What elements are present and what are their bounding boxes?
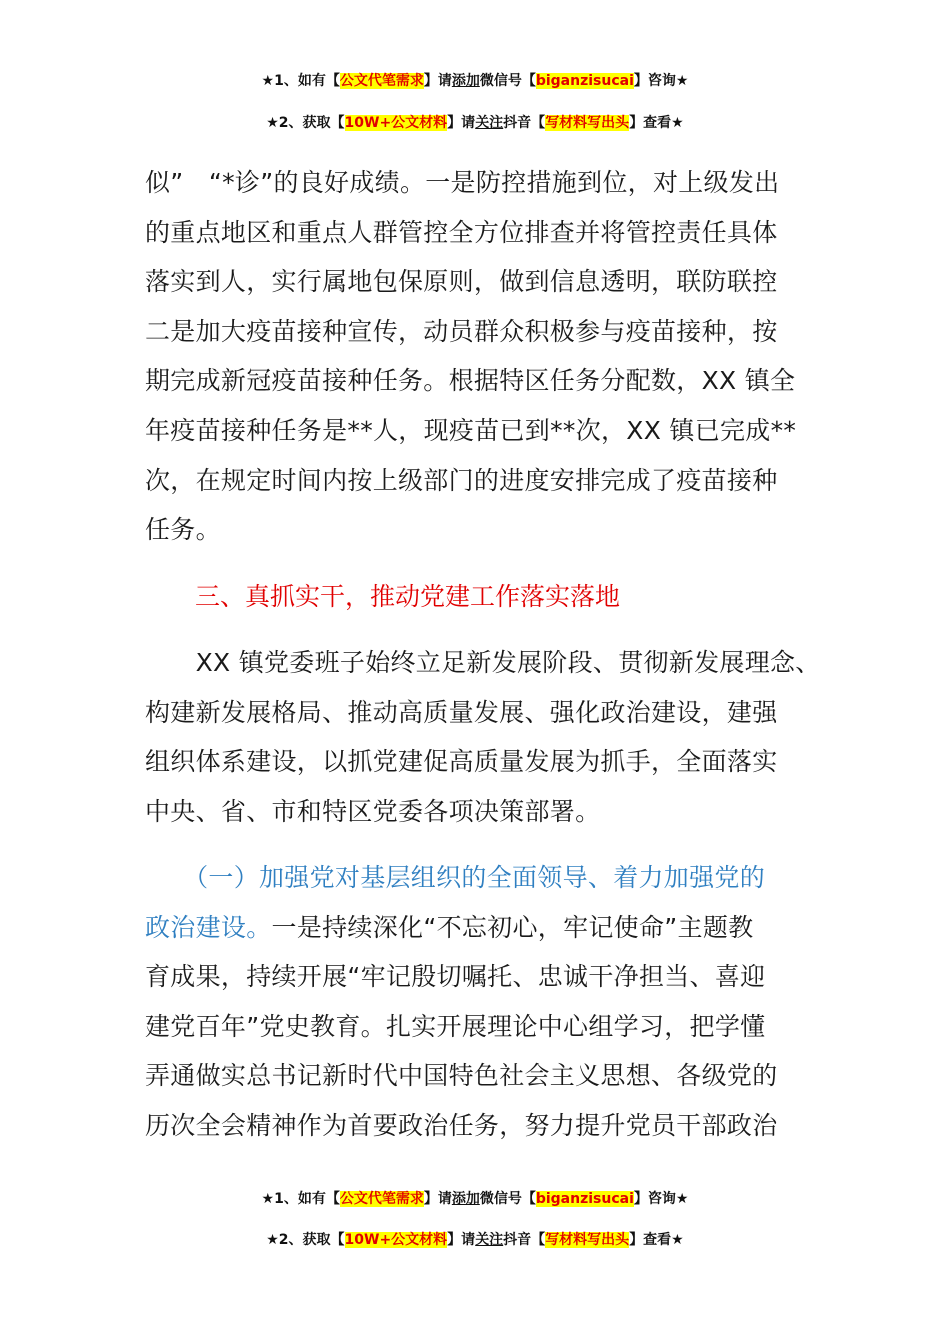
text-line: 的重点地区和重点人群管控全方位排查并将管控责任具体 [145,217,778,247]
text-line [145,903,810,953]
paragraph-2 [145,638,821,836]
paragraph-1 [145,158,810,555]
banner-highlight: 公文代笔需求 [339,1191,424,1207]
banner-text: 】请 [447,1232,476,1248]
text-line: 期完成新冠疫苗接种任务。根据特区任务分配数，XX 镇全 [145,366,796,396]
banner-text: 抖音【 [503,115,546,131]
banner-text: 】请 [423,1191,452,1207]
footer-banner-line-1 [0,1188,950,1208]
banner-text: 微信号【 [479,1191,536,1207]
banner-highlight: 10W+公文材料 [344,1232,448,1248]
banner-text: 微信号【 [479,73,536,89]
banner-text: 】咨询★ [633,73,689,89]
text-run: 一是持续深化“不忘初心，牢记使命”主题教 [271,912,754,942]
banner-text: 】请 [423,73,452,89]
banner-text: 】请 [447,115,476,131]
text-line: 似” “*诊”的良好成绩。一是防控措施到位，对上级发出 [145,168,780,197]
banner-underlined: 关注 [475,1232,504,1248]
banner-underlined: 添加 [451,1191,480,1207]
banner-text: ★1、如有【 [261,73,340,89]
banner-highlight: 10W+公文材料 [344,115,448,131]
banner-underlined: 关注 [475,115,504,131]
subheading-line: （一）加强党对基层组织的全面领导、着力加强党的 [145,863,766,892]
banner-text: 】咨询★ [633,1191,689,1207]
text-line: 次，在规定时间内按上级部门的进度安排完成了疫苗接种 [145,465,778,495]
footer-banner-line-2 [0,1229,950,1249]
paragraph-3 [145,853,810,1151]
banner-highlight: biganzisucai [535,1191,634,1207]
banner-text: ★1、如有【 [261,1191,340,1207]
header-banner-line-2 [0,112,950,132]
subheading-tail: 政治建设。 [145,912,272,942]
banner-highlight: biganzisucai [535,73,634,89]
banner-text: 】查看★ [629,1232,684,1248]
banner-text: 】查看★ [629,115,684,131]
banner-text: ★2、获取【 [266,115,345,131]
text-line: 二是加大疫苗接种宣传，动员群众积极参与疫苗接种，按 [145,316,778,346]
text-line: 年疫苗接种任务是**人，现疫苗已到**次，XX 镇已完成** [145,415,797,445]
section-heading: 三、真抓实干，推动党建工作落实落地 [195,582,621,611]
text-line: 任务。 [145,515,221,545]
banner-underlined: 添加 [451,73,480,89]
text-line: 历次全会精神作为首要政治任务，努力提升党员干部政治 [145,1110,778,1140]
header-banner-line-1 [0,70,950,90]
text-line: XX 镇党委班子始终立足新发展阶段、贯彻新发展理念、 [145,648,821,677]
banner-text: 抖音【 [503,1232,546,1248]
text-line: 落实到人，实行属地包保原则，做到信息透明，联防联控 [145,267,778,297]
banner-text: ★2、获取【 [266,1232,345,1248]
text-line: 建党百年”党史教育。扎实开展理论中心组学习，把学懂 [145,1011,766,1041]
text-line: 弄通做实总书记新时代中国特色社会主义思想、各级党的 [145,1061,778,1091]
text-line: 育成果，持续开展“牢记殷切嘱托、忠诚干净担当、喜迎 [145,962,766,992]
text-line: 组织体系建设，以抓党建促高质量发展为抓手，全面落实 [145,747,778,777]
text-line: 中央、省、市和特区党委各项决策部署。 [145,796,601,826]
text-line: 构建新发展格局、推动高质量发展、强化政治建设，建强 [145,697,778,727]
banner-highlight: 写材料写出头 [545,115,630,131]
banner-highlight: 公文代笔需求 [339,73,424,89]
banner-highlight: 写材料写出头 [545,1232,630,1248]
